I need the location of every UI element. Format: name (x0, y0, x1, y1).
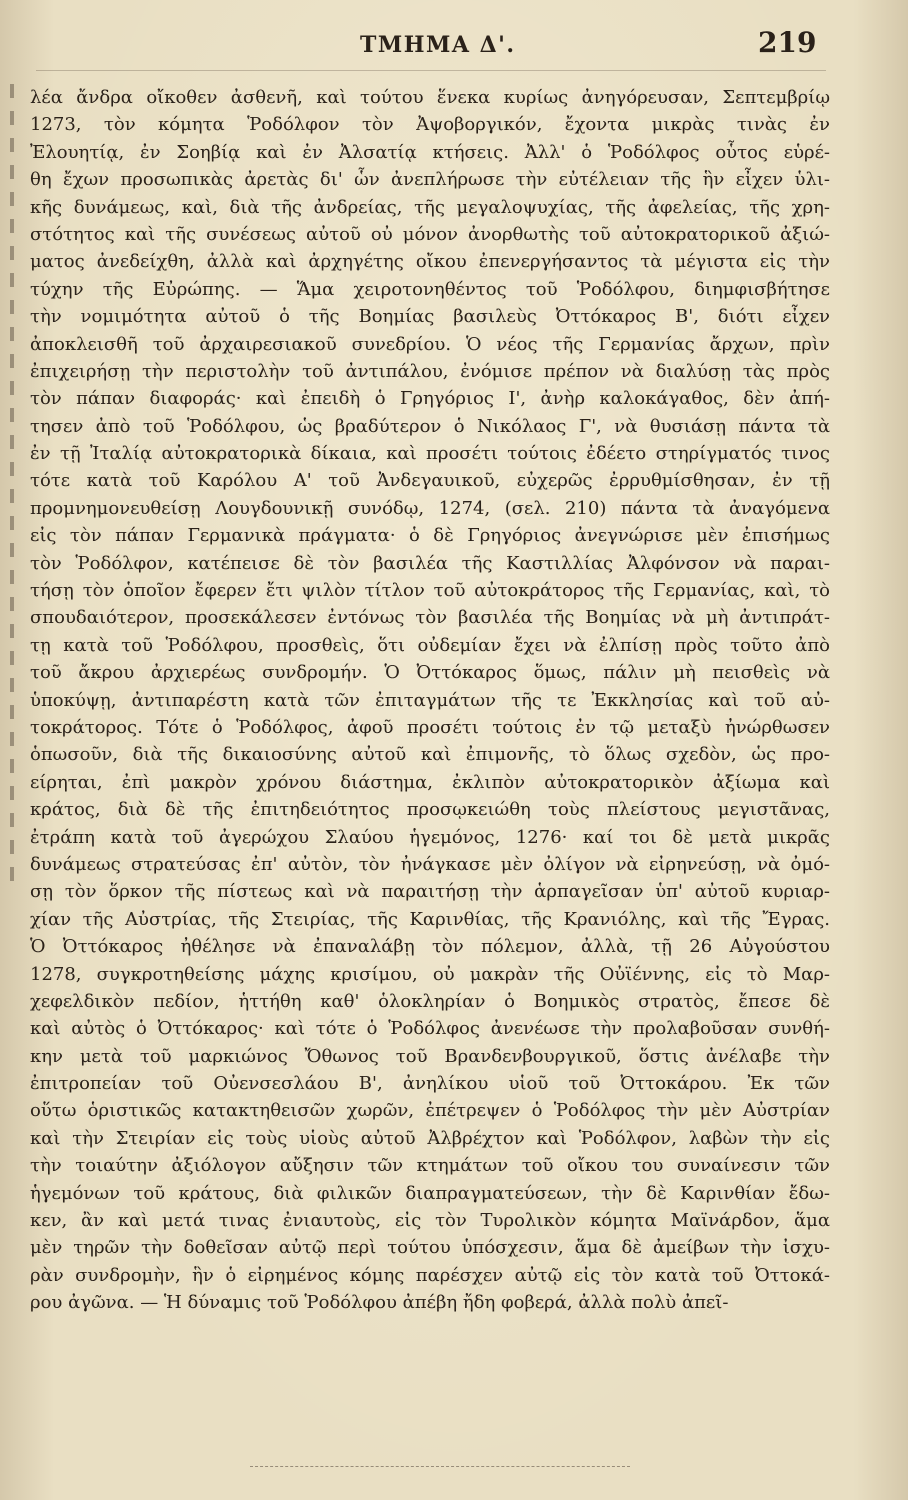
text-line: ἐπιχειρήσῃ τὴν περιστολὴν τοῦ ἀντιπάλου, ἐνόμισε πρέπον νὰ διαλύσῃ τὰς πρὸς (30, 360, 830, 382)
margin-tick (10, 705, 14, 719)
text-line: ὑποκύψῃ, ἀντιπαρέστη κατὰ τῶν ἐπιταγμάτων τῆς τε Ἐκκλησίας καὶ τοῦ αὐ- (30, 689, 830, 711)
margin-tick (10, 327, 14, 341)
footer-underline (250, 1466, 630, 1468)
margin-tick (10, 354, 14, 368)
text-line: χεφελδικὸν πεδίον, ἡττήθη καθ' ὁλοκληρίαν ὁ Βοημικὸς στρατὸς, ἔπεσε δὲ (30, 990, 830, 1012)
text-line: μὲν τηρῶν τὴν δοθεῖσαν αὐτῷ περὶ τούτου ὑπόσχεσιν, ἅμα δὲ ἀμείβων τὴν ἰσχυ- (30, 1237, 830, 1259)
margin-tick (10, 84, 14, 98)
margin-tick (10, 678, 14, 692)
margin-tick (10, 597, 14, 611)
text-line: 1278, συγκροτηθείσης μάχης κρισίμου, οὐ μακρὰν τῆς Οὐϊέννης, εἰς τὸ Μαρ- (30, 963, 830, 985)
text-line: καὶ τὴν Στειρίαν εἰς τοὺς υἱοὺς αὐτοῦ Ἀλβρέχτον καὶ Ῥοδόλφον, λαβὼν τὴν εἰς (30, 1127, 830, 1149)
margin-marks (10, 84, 16, 1464)
text-line: ἐτράπη κατὰ τοῦ ἀγερώχου Σλαύου ἡγεμόνος, 1276· καί τοι δὲ μετὰ μικρᾶς (30, 826, 830, 848)
text-line: ἡγεμόνων τοῦ κράτους, διὰ φιλικῶν διαπραγματεύσεων, τὴν δὲ Καρινθίαν ἔδω- (30, 1182, 830, 1204)
margin-tick (10, 219, 14, 233)
margin-tick (10, 516, 14, 530)
margin-tick (10, 732, 14, 746)
text-line: τὸν Ῥοδόλφον, κατέπεισε δὲ τὸν βασιλέα τῆς Καστιλλίας Ἀλφόνσον νὰ παραι- (30, 552, 830, 574)
text-line: 1273, τὸν κόμητα Ῥοδόλφον τὸν Ἀψοβοργικόν, ἔχοντα μικρὰς τινὰς ἐν (30, 114, 830, 136)
margin-tick (10, 111, 14, 125)
text-line: κράτος, διὰ δὲ τῆς ἐπιτηδειότητος προσῳκειώθη τοὺς πλείστους μεγιστᾶνας, (30, 799, 830, 821)
library-stamp (480, 4, 640, 20)
text-line: δυνάμεως στρατεύσας ἐπ' αὐτὸν, τὸν ἠνάγκασε μὲν ὀλίγον νὰ εἰρηνεύσῃ, νὰ ὀμό- (30, 853, 830, 875)
text-line: ἀποκλεισθῆ τοῦ ἀρχαιρεσιακοῦ συνεδρίου. Ὁ νέος τῆς Γερμανίας ἄρχων, πρὶν (30, 333, 830, 355)
margin-tick (10, 273, 14, 287)
margin-tick (10, 543, 14, 557)
margin-tick (10, 651, 14, 665)
text-line: Ἐλουητίᾳ, ἐν Σοηβίᾳ καὶ ἐν Ἀλσατίᾳ κτήσεις. Ἀλλ' ὁ Ῥοδόλφος οὗτος εὑρέ- (30, 141, 830, 163)
text-line: τὴν τοιαύτην ἀξιόλογον αὔξησιν τῶν κτημάτων τοῦ οἴκου του συναίνεσιν τῶν (30, 1155, 830, 1177)
margin-tick (10, 867, 14, 881)
page-header (0, 26, 908, 66)
margin-tick (10, 759, 14, 773)
margin-tick (10, 570, 14, 584)
text-line: στότητος καὶ τῆς συνέσεως αὐτοῦ οὐ μόνον ἀνορθωτὴς τοῦ αὐτοκρατορικοῦ ἀξιώ- (30, 223, 830, 245)
text-line: κῆς δυνάμεως, καὶ, διὰ τῆς ἀνδρείας, τῆς μεγαλοψυχίας, τῆς ἀφελείας, τῆς χρη- (30, 196, 830, 218)
text-line: τότε κατὰ τοῦ Καρόλου Α' τοῦ Ἀνδεγαυικοῦ, εὐχερῶς ἐρρυθμίσθησαν, ἐν τῇ (30, 470, 830, 492)
body-text (30, 84, 830, 1317)
margin-tick (10, 381, 14, 395)
margin-tick (10, 138, 14, 152)
section-heading: ΤΜΗΜΑ Δ'. (360, 32, 516, 58)
margin-tick (10, 462, 14, 476)
text-line: Ὁ Ὀττόκαρος ἠθέλησε νὰ ἐπαναλάβῃ τὸν πόλεμον, ἀλλὰ, τῇ 26 Αὐγούστου (30, 936, 830, 958)
margin-tick (10, 192, 14, 206)
text-line: τῃ κατὰ τοῦ Ῥοδόλφου, προσθεὶς, ὅτι οὐδεμίαν ἔχει νὰ ἐλπίσῃ πρὸς τοῦτο ἀπὸ (30, 634, 830, 656)
text-line: τὴν νομιμότητα αὐτοῦ ὁ τῆς Βοημίας βασιλεὺς Ὀττόκαρος Β', διότι εἶχεν (30, 306, 830, 328)
text-line: ρου ἀγῶνα. — Ἡ δύναμις τοῦ Ῥοδόλφου ἀπέβη ἤδη φοβερά, ἀλλὰ πολὺ ἀπεῖ- (30, 1292, 729, 1314)
margin-tick (10, 813, 14, 827)
text-line: εἰς τὸν πάπαν Γερμανικὰ πράγματα· ὁ δὲ Γρηγόριος ἀνεγνώρισε μὲν ἐπισήμως (30, 525, 830, 547)
margin-tick (10, 840, 14, 854)
margin-tick (10, 300, 14, 314)
text-line: ἐν τῇ Ἰταλίᾳ αὐτοκρατορικὰ δίκαια, καὶ προσέτι τούτοις ἐδέετο στηρίγματός τινος (30, 443, 830, 465)
text-line: χίαν τῆς Αὐστρίας, τῆς Στειρίας, τῆς Καρινθίας, τῆς Κρανιόλης, καὶ τῆς Ἔγρας. (30, 908, 830, 930)
text-line: τοῦ ἄκρου ἀρχιερέως συνδρομήν. Ὁ Ὀττόκαρος ὅμως, πάλιν μὴ πεισθεὶς νὰ (30, 662, 830, 684)
text-line: τησεν ἀπὸ τοῦ Ῥοδόλφου, ὡς βραδύτερον ὁ Νικόλαος Γ', νὰ θυσιάσῃ πάντα τὰ (30, 415, 830, 437)
page-number: 219 (758, 26, 817, 59)
text-line: κην μετὰ τοῦ μαρκιώνος Ὄθωνος τοῦ Βρανδενβουργικοῦ, ὅστις ἀνέλαβε τὴν (30, 1045, 830, 1067)
text-line: τοκράτορος. Τότε ὁ Ῥοδόλφος, ἀφοῦ προσέτι τούτοις ἐν τῷ μεταξὺ ἠνώρθωσεν (30, 716, 830, 738)
margin-tick (10, 246, 14, 260)
text-line: ἐπιτροπείαν τοῦ Οὐενσεσλάου Β', ἀνηλίκου υἱοῦ τοῦ Ὀττοκάρου. Ἐκ τῶν (30, 1073, 830, 1095)
text-line: σπουδαιότερον, προσεκάλεσεν ἐντόνως τὸν βασιλέα τῆς Βοημίας νὰ μὴ ἀντιπράτ- (30, 607, 830, 629)
margin-tick (10, 786, 14, 800)
margin-tick (10, 489, 14, 503)
text-line: τὸν πάπαν διαφοράς· καὶ ἐπειδὴ ὁ Γρηγόριος Ι', ἀνὴρ καλοκάγαθος, δὲν ἀπή- (30, 388, 830, 410)
text-line: ματος ἀνεδείχθη, ἀλλὰ καὶ ἀρχηγέτης οἴκου ἐπενεργήσαντος τὰ μέγιστα εἰς τὴν (30, 251, 830, 273)
margin-tick (10, 165, 14, 179)
text-line: ρὰν συνδρομὴν, ἣν ὁ εἰρημένος κόμης παρέσχεν αὐτῷ εἰς τὸν κατὰ τοῦ Ὀττοκά- (30, 1264, 830, 1286)
text-line: καὶ αὐτὸς ὁ Ὀττόκαρος· καὶ τότε ὁ Ῥοδόλφος ἀνενέωσε τὴν προλαβοῦσαν συνθή- (30, 1018, 830, 1040)
header-rule (36, 70, 826, 71)
text-line: οὕτω ὁριστικῶς κατακτηθεισῶν χωρῶν, ἐπέτρεψεν ὁ Ῥοδόλφος τὴν μὲν Αὐστρίαν (30, 1100, 830, 1122)
text-line: προμνημονευθείσῃ Λουγδουνικῇ συνόδῳ, 1274, (σελ. 210) πάντα τὰ ἀναγόμενα (30, 497, 830, 519)
text-line: είρηται, ἐπὶ μακρὸν χρόνου διάστημα, ἐκλιπὸν αὐτοκρατορικὸν ἀξίωμα καὶ (30, 771, 830, 793)
text-line: τήσῃ τὸν ὁποῖον ἔφερεν ἔτι ψιλὸν τίτλον τοῦ αὐτοκράτορος τῆς Γερμανίας, καὶ, τὸ (30, 580, 830, 602)
text-line: ὁπωσοῦν, διὰ τῆς δικαιοσύνης αὐτοῦ καὶ ἐπιμονῆς, τὸ ὅλως σχεδὸν, ὡς προ- (30, 744, 830, 766)
margin-tick (10, 435, 14, 449)
text-line: λέα ἄνδρα οἴκοθεν ἀσθενῆ, καὶ τούτου ἕνεκα κυρίως ἀνηγόρευσαν, Σεπτεμβρίῳ (30, 87, 830, 108)
text-line: θη ἔχων προσωπικὰς ἀρετὰς δι' ὧν ἀνεπλήρωσε τὴν εὐτέλειαν τῆς ἣν εἶχεν ὑλι- (30, 169, 830, 191)
text-line: τύχην τῆς Εὐρώπης. — Ἅμα χειροτονηθέντος τοῦ Ῥοδόλφου, διημφισβήτησε (30, 278, 830, 300)
text-line: κεν, ἂν καὶ μετά τινας ἐνιαυτοὺς, εἰς τὸν Τυρολικὸν κόμητα Μαϊνάρδον, ἅμα (30, 1210, 830, 1232)
margin-tick (10, 408, 14, 422)
text-line: σῃ τὸν ὅρκον τῆς πίστεως καὶ νὰ παραιτήσῃ τὴν ἁρπαγεῖσαν ὑπ' αὐτοῦ κυριαρ- (30, 881, 830, 903)
margin-tick (10, 624, 14, 638)
